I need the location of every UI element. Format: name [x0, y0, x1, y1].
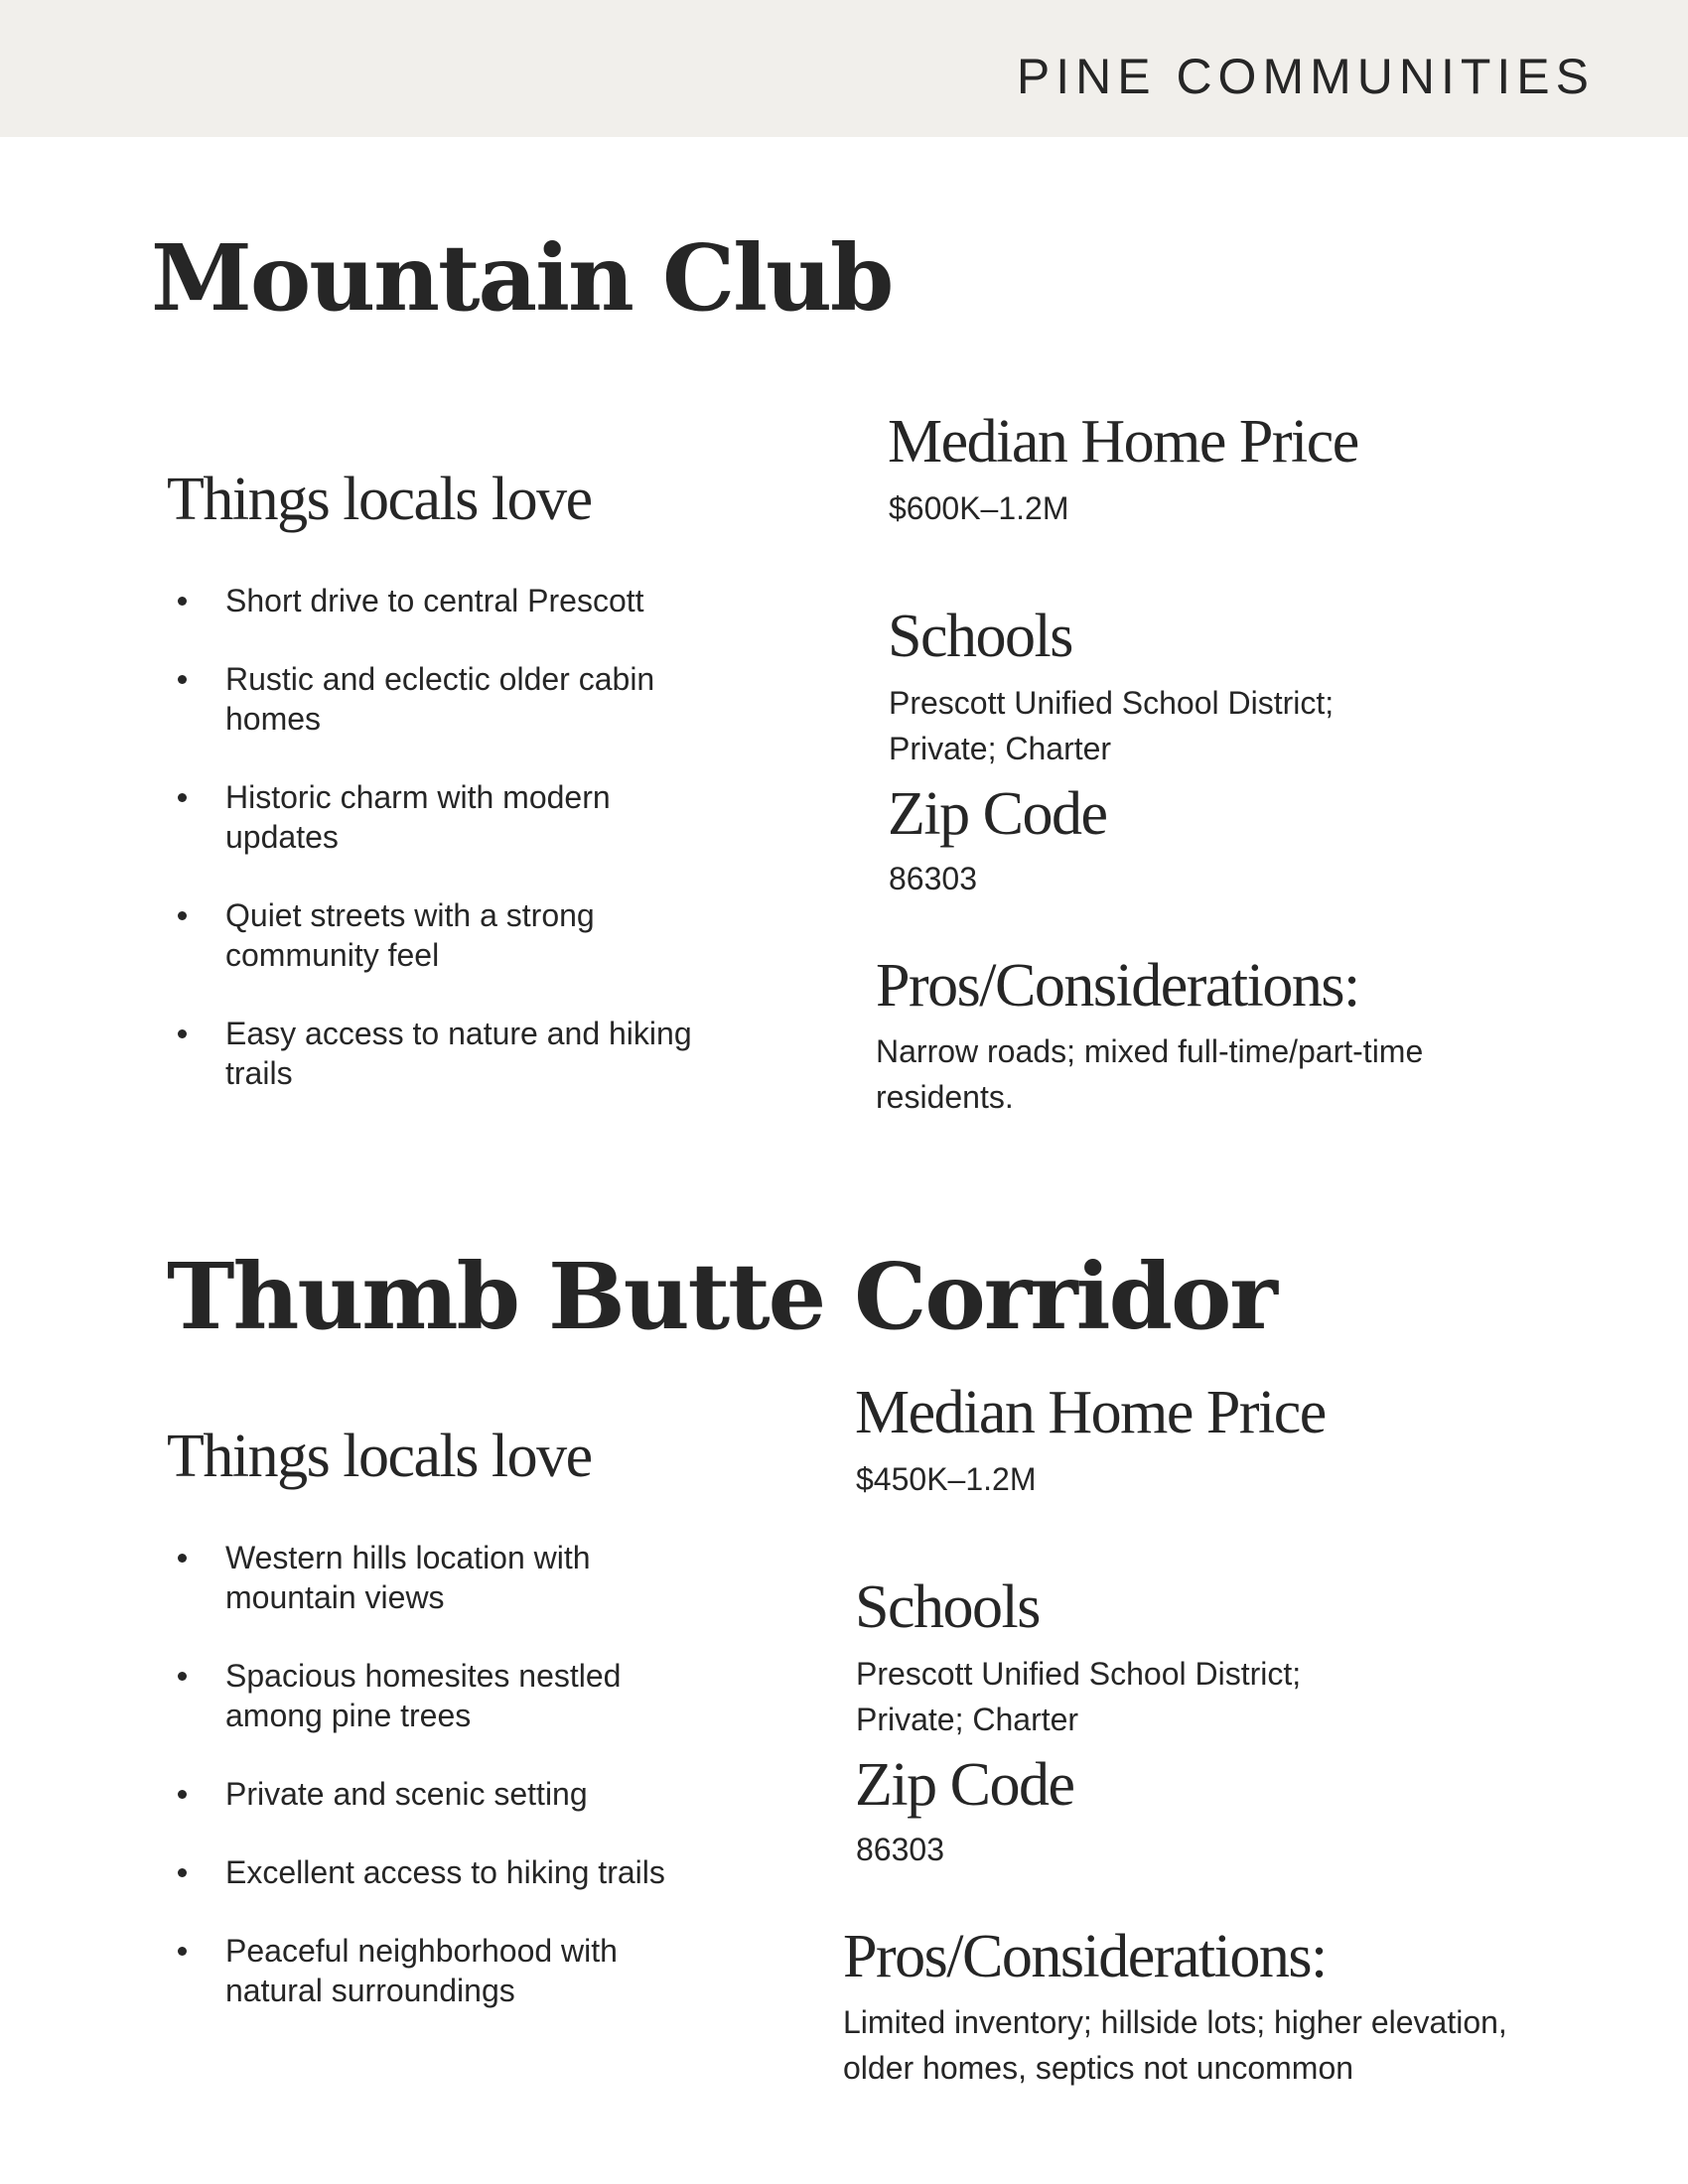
bullet-icon: [178, 597, 187, 606]
pros-considerations-heading: Pros/Considerations:: [876, 952, 1359, 1020]
bullet-icon: [178, 793, 187, 802]
bullet-icon: [178, 1868, 187, 1877]
zip-code-value: 86303: [889, 861, 977, 896]
pros-considerations-value: Narrow roads; mixed full-time/part-time residents.: [876, 1033, 1424, 1115]
list-item: Spacious homesites nestled among pine trees: [167, 1656, 693, 1735]
schools-heading: Schools: [888, 603, 1072, 670]
bullet-icon: [178, 675, 187, 684]
median-price-heading: Median Home Price: [855, 1379, 1326, 1446]
zip-code-value: 86303: [856, 1832, 944, 1867]
community-title: Thumb Butte Corridor: [167, 1243, 1276, 1350]
list-item: Short drive to central Prescott: [167, 581, 723, 620]
list-item: Historic charm with modern updates: [167, 777, 723, 857]
schools-heading: Schools: [855, 1573, 1040, 1641]
zip-code-heading: Zip Code: [888, 780, 1107, 848]
schools-value: Prescott Unified School District; Private; Charter: [889, 685, 1335, 766]
bullet-icon: [178, 911, 187, 920]
bullet-icon: [178, 1029, 187, 1038]
list-item: Private and scenic setting: [167, 1774, 693, 1814]
things-locals-love-heading: Things locals love: [167, 1423, 592, 1490]
things-locals-love-heading: Things locals love: [167, 466, 592, 533]
list-item: Western hills location with mountain views: [167, 1538, 693, 1617]
list-item: Easy access to nature and hiking trails: [167, 1014, 723, 1093]
zip-code-heading: Zip Code: [855, 1751, 1074, 1819]
bullet-icon: [178, 1790, 187, 1799]
median-price-value: $450K–1.2M: [856, 1461, 1037, 1497]
bullet-icon: [178, 1554, 187, 1563]
list-item: Rustic and eclectic older cabin homes: [167, 659, 723, 739]
median-price-heading: Median Home Price: [888, 408, 1358, 476]
list-item: Quiet streets with a strong community feel: [167, 895, 723, 975]
community-title: Mountain Club: [151, 224, 893, 332]
brand-name: PINE COMMUNITIES: [1016, 49, 1595, 104]
list-item: Excellent access to hiking trails: [167, 1852, 693, 1892]
median-price-value: $600K–1.2M: [889, 490, 1069, 526]
locals-love-list: [167, 581, 723, 1093]
locals-love-list: [167, 1538, 693, 2010]
schools-value: Prescott Unified School District; Private; Charter: [856, 1656, 1302, 1737]
pros-considerations-heading: Pros/Considerations:: [843, 1923, 1327, 1990]
bullet-icon: [178, 1672, 187, 1681]
header-band: [0, 0, 1688, 137]
list-item: Peaceful neighborhood with natural surroundings: [167, 1931, 693, 2010]
pros-considerations-value: Limited inventory; hillside lots; higher elevation, older homes, septics not uncommon: [843, 2004, 1507, 2086]
bullet-icon: [178, 1947, 187, 1956]
